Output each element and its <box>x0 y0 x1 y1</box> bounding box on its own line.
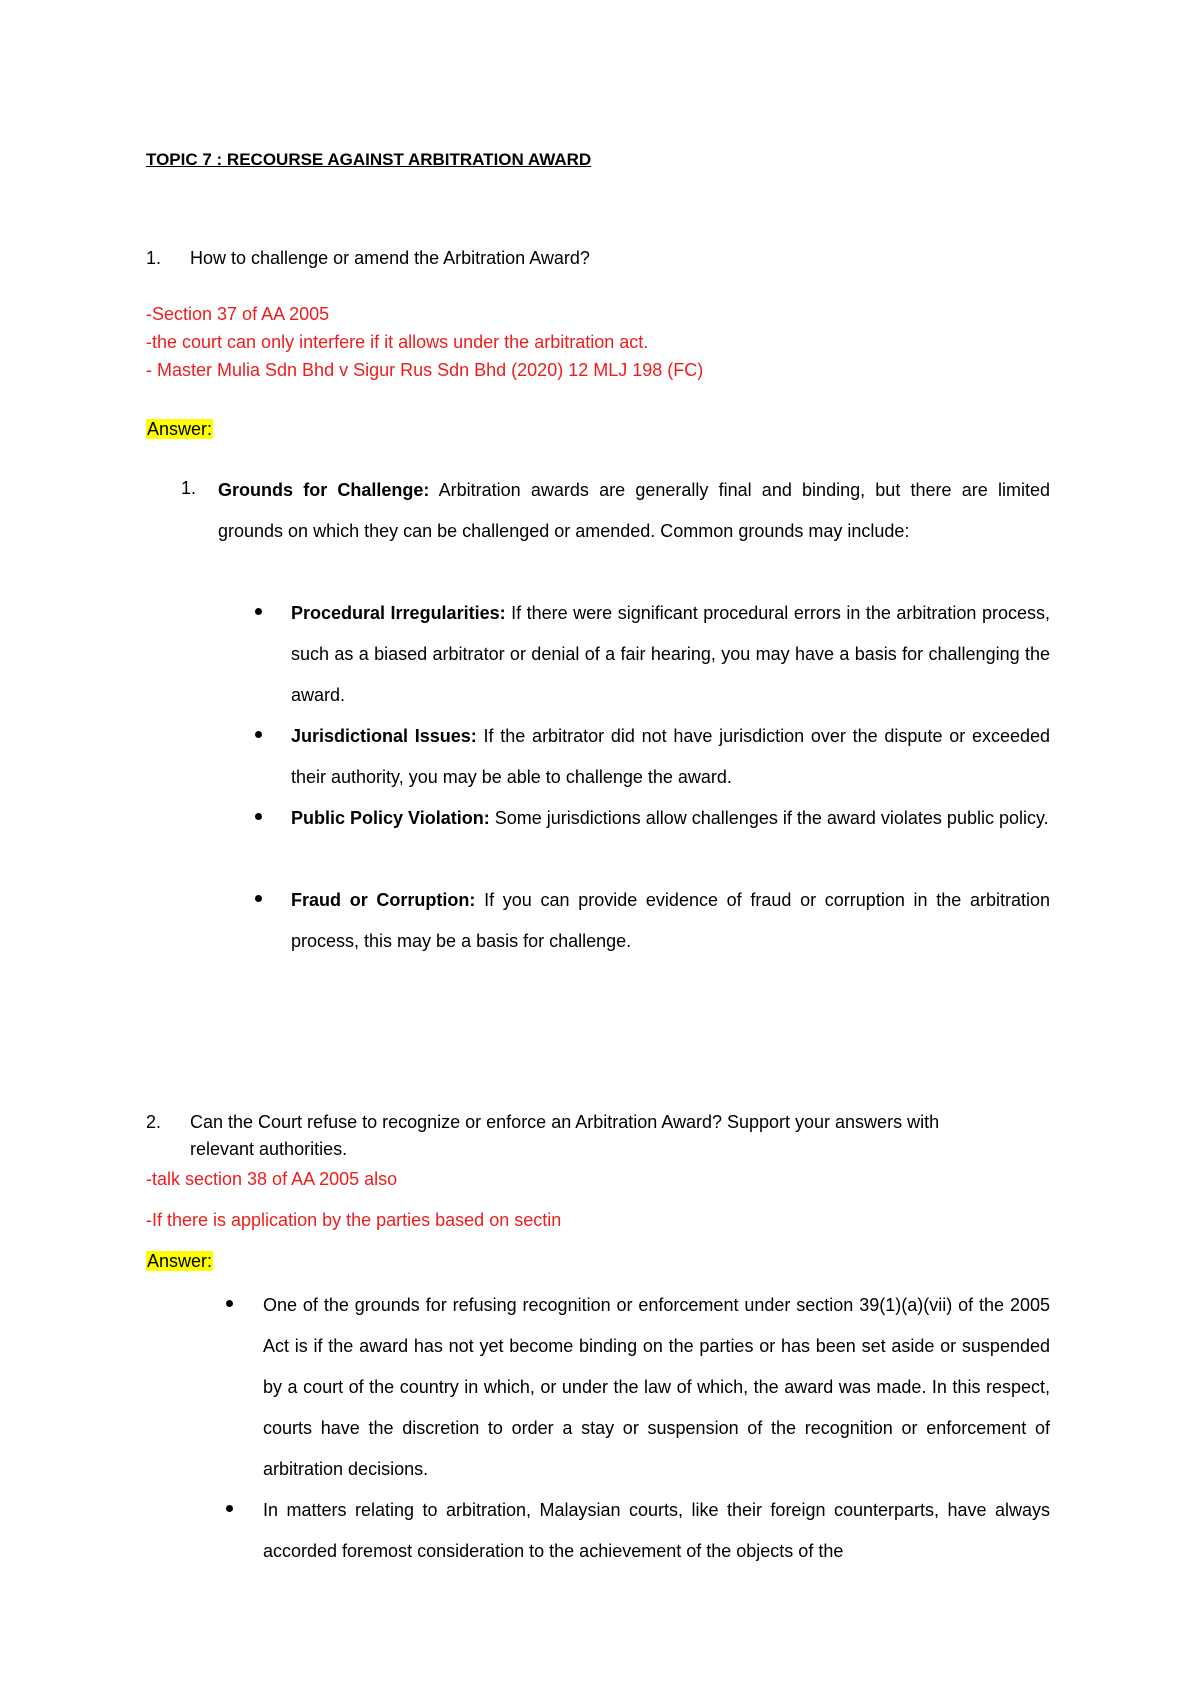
q1-bullet-4-heading: Fraud or Corruption: <box>291 890 476 910</box>
q1-bullet-4 <box>291 880 1050 962</box>
q2-bullet-1: One of the grounds for refusing recognition or enforcement under section 39(1)(a)(vii) of the 2005 Act is if the award has not yet become binding on the parties or has been set aside or suspended by a court of the country in which, or under the law of which, the award was made. In this respect, courts have the discretion to order a stay or suspension of the recognition or enforcement of arbitration decisions. <box>263 1295 1050 1479</box>
bullet-icon <box>226 1300 233 1307</box>
q2-note-2: -If there is application by the parties based on sectin <box>146 1210 562 1230</box>
q1-point-heading: Grounds for Challenge: <box>218 480 430 500</box>
question-2-line-1: Can the Court refuse to recognize or enforce an Arbitration Award? Support your answers with <box>190 1112 940 1132</box>
bullet-icon <box>255 731 262 738</box>
q1-note-2: -the court can only interfere if it allows under the arbitration act. <box>146 332 649 352</box>
bullet-icon <box>226 1505 233 1512</box>
q1-point-number: 1. <box>181 478 197 498</box>
q1-bullet-2-text: If the arbitrator did not have jurisdiction over the dispute or exceeded their authority, you may be able to challenge the award. <box>291 726 1051 787</box>
q1-bullet-1-heading: Procedural Irregularities: <box>291 603 506 623</box>
q1-point-paragraph <box>218 470 1050 552</box>
q1-bullet-2 <box>291 716 1050 798</box>
question-2-number: 2. <box>146 1112 162 1132</box>
document-title: TOPIC 7 : RECOURSE AGAINST ARBITRATION AWARD <box>146 150 592 169</box>
q2-answer-label: Answer: <box>147 1251 213 1271</box>
q1-bullet-3-text: Some jurisdictions allow challenges if the award violates public policy. <box>489 808 1049 828</box>
question-1-text: How to challenge or amend the Arbitration Award? <box>190 248 590 268</box>
q1-bullet-2-heading: Jurisdictional Issues: <box>291 726 477 746</box>
q2-note-1: -talk section 38 of AA 2005 also <box>146 1169 398 1189</box>
q1-bullet-4-text: If you can provide evidence of fraud or corruption in the arbitration process, this may be a basis for challenge. <box>291 890 1050 951</box>
q1-bullet-3 <box>291 798 1050 839</box>
q1-note-1: -Section 37 of AA 2005 <box>146 304 330 324</box>
q2-bullet-2: In matters relating to arbitration, Malaysian courts, like their foreign counterparts, have always accorded foremost consideration to the achievement of the objects of the <box>263 1500 1050 1561</box>
q1-note-3: - Master Mulia Sdn Bhd v Sigur Rus Sdn Bhd (2020) 12 MLJ 198 (FC) <box>146 360 704 380</box>
q1-bullet-1-text: If there were significant procedural errors in the arbitration process, such as a biased arbitrator or denial of a fair hearing, you may have a basis for challenging the award. <box>291 603 1050 705</box>
q1-answer-label: Answer: <box>147 419 213 439</box>
bullet-icon <box>255 895 262 902</box>
q1-bullet-1 <box>291 593 1050 716</box>
question-2-line-2: relevant authorities. <box>190 1139 348 1159</box>
q1-point-text: Arbitration awards are generally final and binding, but there are limited grounds on which they can be challenged or amended. Common grounds may include: <box>218 480 1050 541</box>
bullet-icon <box>255 813 262 820</box>
q1-bullet-3-heading: Public Policy Violation: <box>291 808 490 828</box>
question-1-number: 1. <box>146 248 162 268</box>
bullet-icon <box>255 608 262 615</box>
